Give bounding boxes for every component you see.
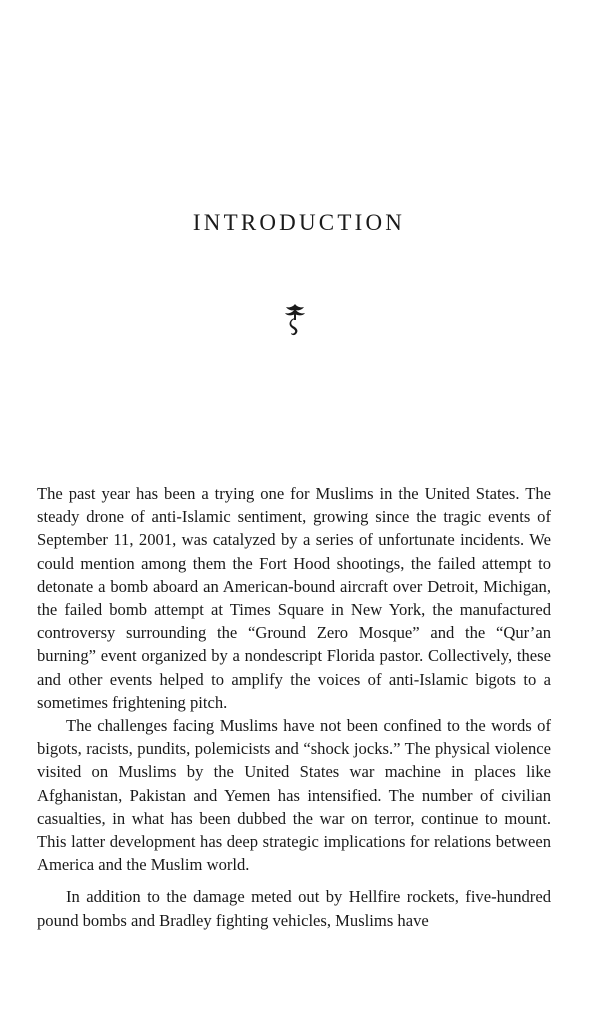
body-text (37, 482, 551, 932)
paragraph: In addition to the damage meted out by Hellfire rockets, five-hundred pound bombs and Bradley fighting vehicles, Muslims have (37, 887, 551, 930)
fleuron-ornament-icon (282, 302, 308, 338)
chapter-title: INTRODUCTION (192, 210, 406, 235)
paragraph: The past year has been a trying one for Muslims in the United States. The steady drone of anti-Islamic sentiment, growing since the tragic events of September 11, 2001, was catalyzed by a series of unfortunate incidents. We could mention among them the Fort Hood shootings, the failed attempt to detonate a bomb aboard an American-bound aircraft over Detroit, Michigan, the failed bomb attempt at Times Square in New York, the manufactured controversy surrounding the “Ground Zero Mosque” and the “Qur’an burning” event organized by a nondescript Florida pastor. Collectively, these and other events helped to amplify the voices of anti-Islamic bigots to a sometimes frightening pitch. (37, 484, 551, 712)
paragraph: The challenges facing Muslims have not been confined to the words of bigots, racists, pundits, polemicists and “shock jocks.” The physical violence visited on Muslims by the United States war machine in places like Afghanistan, Pakistan and Yemen has intensified. The number of civilian casualties, in what has been dubbed the war on terror, continue to mount. This latter development has deep strategic implications for relations between America and the Muslim world. (37, 716, 551, 875)
